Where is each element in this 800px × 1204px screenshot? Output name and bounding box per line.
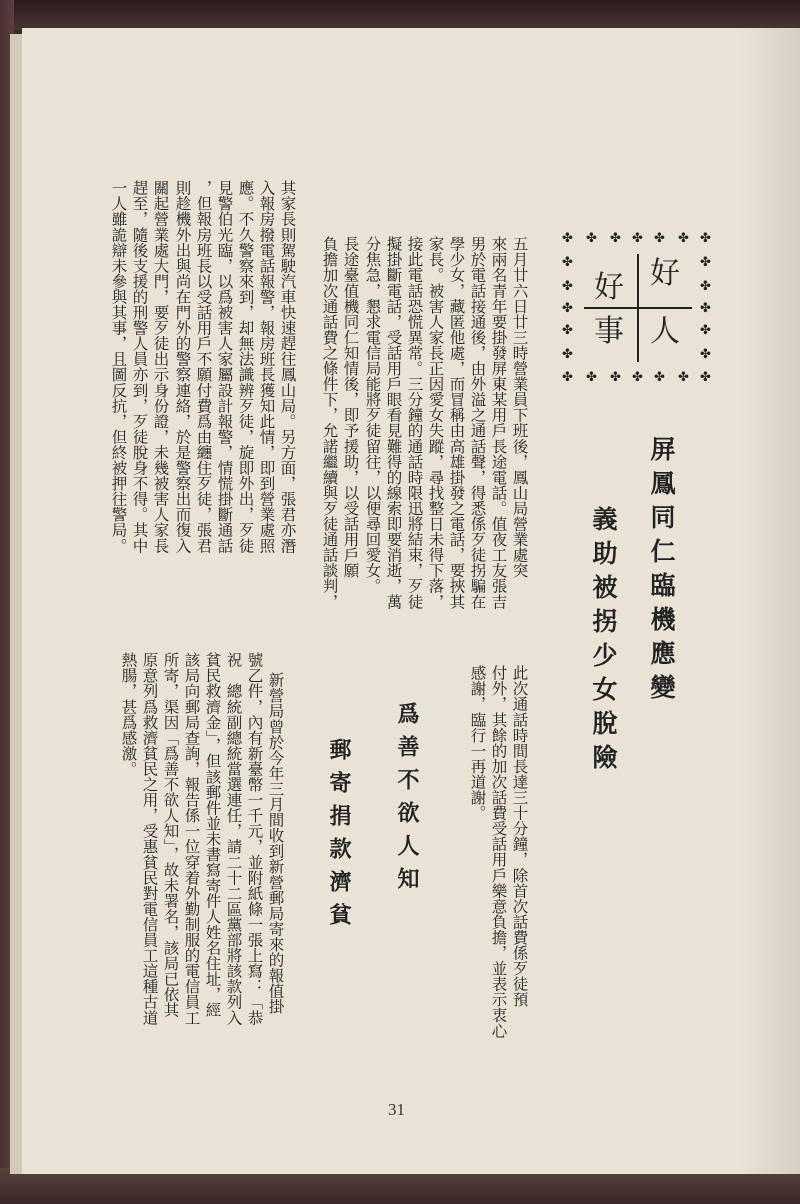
ornament-icon: ✤ xyxy=(700,347,711,362)
ornament-icon: ✤ xyxy=(700,301,711,316)
body-line: 擬掛斷電話，受話用戶眼看見難得的線索即要消逝，萬 xyxy=(384,236,403,610)
ornament-icon: ✤ xyxy=(562,323,573,338)
body-line: 所寄，渠因「爲善不欲人知」，故未署名，該局已依其 xyxy=(161,652,180,1018)
ornament-icon: ✤ xyxy=(654,231,665,246)
body-line: 新營局曾於今年三月間收到新營郵局寄來的報值掛 xyxy=(266,672,285,1015)
body-line: 祝 總統副總統當選連任，請二十二區黨部將該款列入 xyxy=(224,652,243,1026)
ornament-icon: ✤ xyxy=(562,347,573,362)
ornament-icon: ✤ xyxy=(562,231,573,246)
article1-title: 屏鳳同仁臨機應變 xyxy=(647,436,676,708)
ornament-icon: ✤ xyxy=(632,231,643,246)
body-line: 分焦急，懇求電信局能將歹徒留往，以便尋回愛女。 xyxy=(363,236,382,594)
ornament-icon: ✤ xyxy=(562,255,573,270)
ornament-icon: ✤ xyxy=(586,370,597,385)
body-line: ，但報房班長以受話用戶不願付費爲由纏住歹徒，張君 xyxy=(194,180,213,554)
article2-title: 爲善不欲人知 xyxy=(394,702,420,900)
body-line: 接此電話恐慌異常。三分鐘的通話時限迅將結束，歹徒 xyxy=(405,236,424,610)
body-line: 熱腸，甚爲感激。 xyxy=(119,652,138,777)
body-line: 一人雖詭辯未參與其事，且圖反抗，但終被押往警局。 xyxy=(109,180,128,554)
ornament-icon: ✤ xyxy=(632,370,643,385)
body-line: 男於電話接通後，由外溢之通話聲，得悉係歹徒拐騙在 xyxy=(468,236,487,610)
ornament-icon: ✤ xyxy=(654,370,665,385)
body-line: 該局向郵局查詢，報告係一位穿着外勤制服的電信員工 xyxy=(182,652,201,1026)
ornament-icon: ✤ xyxy=(700,323,711,338)
ornament-icon: ✤ xyxy=(562,301,573,316)
good-deeds-logo xyxy=(562,232,714,384)
ornament-icon: ✤ xyxy=(678,231,689,246)
body-line: 貧民救濟金」，但該郵件並未書寫寄件人姓名住址，經 xyxy=(203,652,222,1018)
body-line: 見警伯光臨，以爲被害人家屬設計報警，情慌掛斷通話 xyxy=(215,180,234,554)
body-line: 負擔加次通話費之條件下，允諾繼續與歹徒通話談判， xyxy=(320,236,339,610)
ornament-icon: ✤ xyxy=(700,255,711,270)
ornament-icon: ✤ xyxy=(700,370,711,385)
ornament-icon: ✤ xyxy=(562,279,573,294)
body-line: 五月廿六日廿三時營業員下班後，鳳山局營業處突 xyxy=(510,236,529,579)
ornament-icon: ✤ xyxy=(700,279,711,294)
body-line: 其家長則駕駛汽車快速趕往鳳山局。另方面，張君亦潛 xyxy=(278,180,297,554)
closing-line: 感謝，臨行一再道謝。 xyxy=(468,665,487,821)
body-line: 應。不久警察來到，却無法識辨歹徒，旋即外出，歹徒 xyxy=(236,180,255,554)
body-line: 關起營業處大門，要歹徒出示身份證，未幾被害人家長 xyxy=(151,180,170,554)
book-cover-top xyxy=(0,0,800,30)
body-line: 則趁機外出與尚在門外的警察連絡，於是警察出而復入 xyxy=(173,180,192,554)
logo-char: 人 xyxy=(650,314,680,349)
logo-char: 好 xyxy=(594,270,624,305)
ornament-icon: ✤ xyxy=(700,231,711,246)
body-line: 趕至，隨後支援的刑警人員亦到，歹徒脫身不得。其中 xyxy=(130,180,149,554)
body-line: 長途臺值機同仁知情後，即予援助，以受話用戶願 xyxy=(341,236,360,579)
body-line: 家長。被害人家長正因愛女失蹤，尋找整日未得下落， xyxy=(426,236,445,610)
logo-char: 事 xyxy=(594,314,624,349)
page-number: 31 xyxy=(388,1100,405,1119)
article1-subtitle: 義助被拐少女脫險 xyxy=(589,506,618,778)
ornament-icon: ✤ xyxy=(610,231,621,246)
closing-line: 此次通話時間長達三十分鐘，除首次話費係歹徒預 xyxy=(510,665,529,1008)
body-line: 原意列爲救濟貧民之用，受惠貧民對電信員工這種古道 xyxy=(140,652,159,1026)
ornament-icon: ✤ xyxy=(678,370,689,385)
closing-line: 付外，其餘的加次話費受話用戶樂意負擔，並表示衷心 xyxy=(489,665,508,1039)
body-line: 入報房撥電話報警，報房班長獲知此情，即到營業處照 xyxy=(257,180,276,554)
logo-char: 好 xyxy=(650,256,680,291)
article2-subtitle: 郵寄捐款濟貧 xyxy=(326,738,352,936)
ornament-icon: ✤ xyxy=(562,370,573,385)
ornament-icon: ✤ xyxy=(610,370,621,385)
body-line: 來兩名青年要掛發屏東某用戶長途電話。值夜工友張吉 xyxy=(489,236,508,610)
body-line: 學少女，藏匿他處，而冒稱由高雄掛發之電話，要挾其 xyxy=(447,236,466,610)
ornament-icon: ✤ xyxy=(586,231,597,246)
body-line: 號乙件，內有新臺幣一千元，並附紙條一張上寫：「恭 xyxy=(245,652,264,1026)
